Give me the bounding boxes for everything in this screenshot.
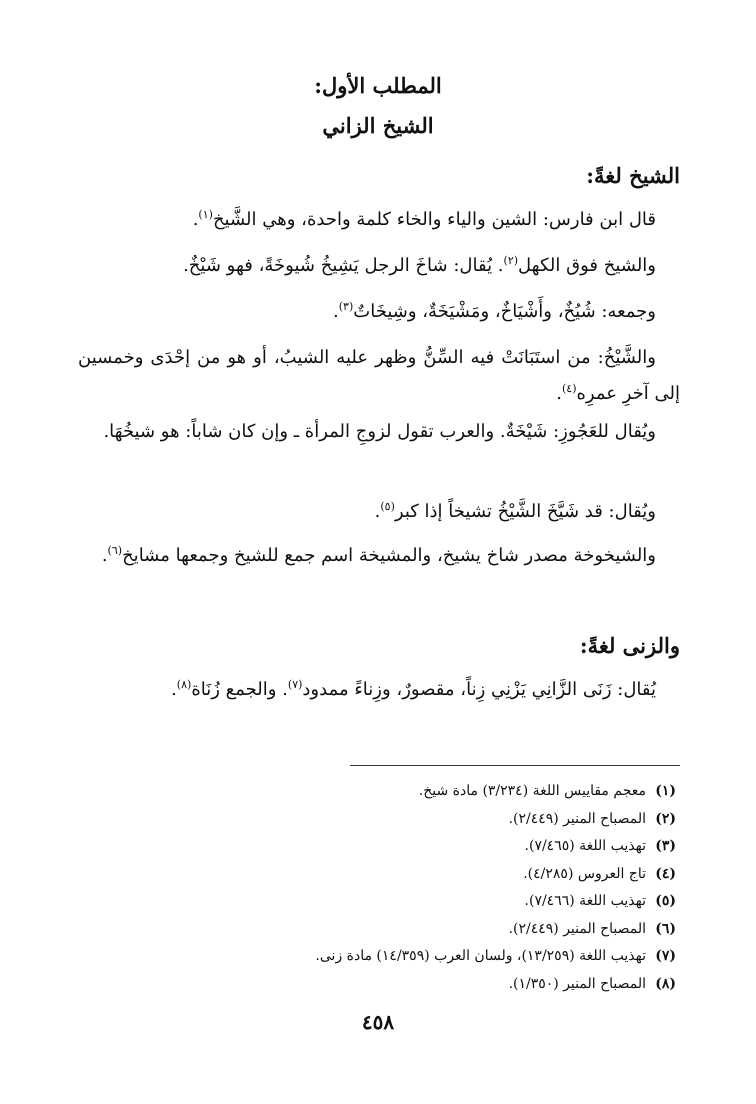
footnote-ref[interactable]: (١) bbox=[198, 208, 213, 221]
heading-zina-linguistic: والزنى لغةً: bbox=[579, 633, 680, 658]
paragraph: والشيخوخة مصدر شاخ يشيخ، والمشيخة اسم جمع للشيخ وجمعها مشايخ$^{(٦)}$. bbox=[101, 544, 656, 566]
footnote-number: (٨) bbox=[655, 975, 676, 992]
footnote-text: معجم مقاييس اللغة (٣/٢٣٤) مادة شيخ. bbox=[418, 783, 646, 799]
footnote-ref[interactable]: (٣) bbox=[338, 300, 354, 313]
footnote-number: (٣) bbox=[655, 838, 676, 854]
footnote-text: المصباح المنير (٢/٤٤٩). bbox=[508, 920, 646, 937]
footnote bbox=[78, 971, 676, 999]
footnote-number: (٥) bbox=[655, 893, 676, 909]
footnote-number: (٢) bbox=[655, 810, 676, 827]
paragraph: والشيخ فوق الكهل$^{(٢)}$. يُقال: شاخَ الرجل يَشِيخُ شُيوخَةً، فهو شَيْخٌ. bbox=[183, 254, 656, 276]
footnote bbox=[78, 806, 676, 834]
footnote-text: تاج العروس (٤/٢٨٥). bbox=[523, 865, 646, 882]
footnote-text: تهذيب اللغة (٧/٤٦٥). bbox=[524, 838, 646, 854]
paragraph: ويُقال للعَجُوزِ: شَيْخَةٌ. والعرب تقول لزوجِ المرأة ـ وإن كان شاباً: هو شيخُهَا. bbox=[103, 421, 656, 442]
section-subtitle: الشيخ الزاني bbox=[322, 113, 434, 138]
footnote bbox=[78, 778, 676, 806]
heading-shaykh-linguistic: الشيخ لغةً: bbox=[586, 163, 680, 188]
paragraph: والشَّيْخُ: من استَبَانَتْ فيه السِّنُّ وظهر عليه الشيبُ، أو هو من إحْدَى وخمسين إلى آخرِ عمرِه$^{(٤)}$. bbox=[78, 347, 680, 404]
footnote bbox=[78, 833, 676, 861]
page-number: ٤٥٨ bbox=[361, 1010, 395, 1034]
footnote-text: تهذيب اللغة (٧/٤٦٦). bbox=[524, 893, 646, 909]
footnote-ref[interactable]: (٢) bbox=[503, 254, 519, 267]
footnote-ref[interactable]: (٥) bbox=[380, 500, 395, 513]
footnote-number: (٦) bbox=[655, 920, 676, 937]
footnote-divider bbox=[350, 765, 680, 766]
footnote-text: المصباح المنير (١/٣٥٠). bbox=[508, 975, 646, 992]
footnote-ref[interactable]: (٨) bbox=[176, 678, 192, 691]
paragraph: ويُقال: قد شَيَّخَ الشَّيْخُ تشيخاً إذا كبر$^{(٥)}$. bbox=[374, 500, 656, 522]
footnotes-list bbox=[78, 778, 676, 998]
footnote-number: (٤) bbox=[655, 865, 676, 882]
footnote bbox=[78, 861, 676, 889]
footnote bbox=[78, 943, 676, 971]
paragraph: يُقال: زَنَى الزَّانِي يَزْنِي زِناً، مقصورٌ، وزِناءً ممدود$^{(٧)}$. والجمع زُنَاة$^{(٨)}$. bbox=[171, 678, 656, 700]
footnote bbox=[78, 916, 676, 944]
footnote-ref[interactable]: (٤) bbox=[561, 382, 577, 395]
footnote-ref[interactable]: (٦) bbox=[107, 544, 123, 557]
footnote bbox=[78, 888, 676, 916]
footnote-number: (٧) bbox=[655, 948, 676, 964]
paragraph: وجمعه: شُيُخٌ، وأَشْيَاخٌ، ومَشْيَخَةٌ، وشِيخَاتٌ$^{(٣)}$. bbox=[333, 300, 656, 322]
footnote-number: (١) bbox=[655, 783, 676, 799]
footnote-text: المصباح المنير (٢/٤٤٩). bbox=[508, 810, 646, 827]
paragraph: قال ابن فارس: الشين والياء والخاء كلمة واحدة، وهي الشَّيخ$^{(١)}$. bbox=[192, 208, 656, 230]
footnote-text: تهذيب اللغة (١٣/٢٥٩)، ولسان العرب (١٤/٣٥٩) مادة زنى. bbox=[315, 948, 646, 964]
section-title: المطلب الأول: bbox=[314, 73, 442, 98]
footnote-ref[interactable]: (٧) bbox=[287, 678, 303, 691]
